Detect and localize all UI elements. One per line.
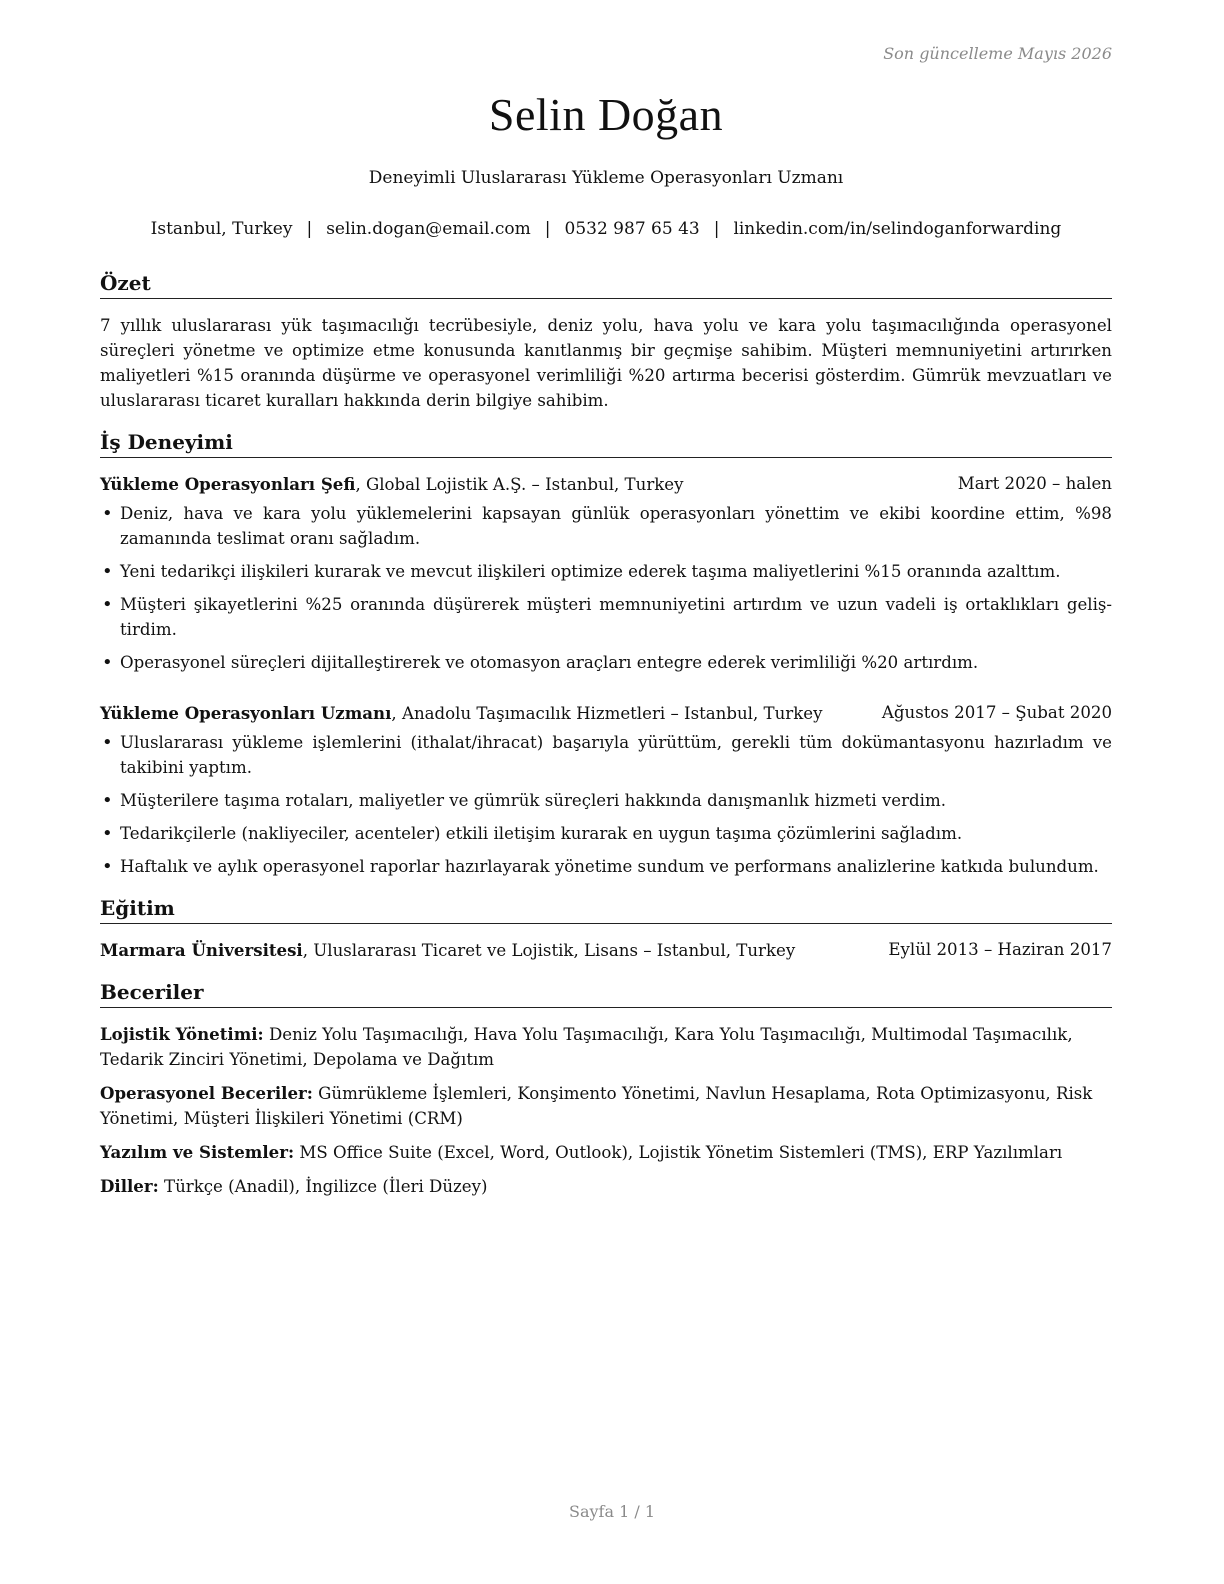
job-company: , Global Lojistik A.Ş. – Istanbul, Turkey	[355, 475, 684, 494]
job-entry	[100, 472, 1112, 675]
skill-label: Lojistik Yönetimi:	[100, 1024, 264, 1044]
skill-label: Diller:	[100, 1176, 159, 1196]
contact-separator: |	[306, 219, 313, 239]
contact-line	[100, 219, 1112, 239]
education-entry	[100, 938, 1112, 963]
skills-title: Beceriler	[100, 980, 1112, 1008]
education-section	[100, 896, 1112, 963]
contact-phone: 0532 987 65 43	[564, 219, 700, 239]
education-school: Marmara Üniversitesi	[100, 940, 303, 960]
education-line	[100, 938, 795, 963]
job-dates: Ağustos 2017 – Şubat 2020	[881, 703, 1112, 722]
skill-item	[100, 1174, 1112, 1199]
skill-value: Deniz Yolu Taşımacılığı, Hava Yolu Taşımacılığı, Kara Yolu Taşımacılığı, Multimodal Taşımacılık, Tedarik Zinciri Yönetimi, Depolama ve Dağıtım	[100, 1025, 1073, 1069]
job-header	[100, 701, 1112, 726]
experience-section	[100, 430, 1112, 887]
job-bullet: • Müşteri şikayetlerini %25 oranında düşürerek müşteri memnuniyetini artırdım ve uzun vadeli iş ortaklıkları geliştirdim.	[100, 592, 1112, 642]
skill-label: Operasyonel Beceriler:	[100, 1083, 313, 1103]
skills-section	[100, 980, 1112, 1208]
skill-item	[100, 1140, 1112, 1165]
job-bullet: • Yeni tedarikçi ilişkileri kurarak ve mevcut ilişkileri optimize ederek taşıma maliyetlerini %15 oranında azalttım.	[100, 559, 1112, 584]
job-title-line	[100, 701, 822, 726]
candidate-name: Selin Doğan	[488, 89, 724, 140]
contact-email[interactable]: selin.dogan@email.com	[326, 219, 531, 239]
skill-value: MS Office Suite (Excel, Word, Outlook), Lojistik Yönetim Sistemleri (TMS), ERP Yazılımları	[294, 1143, 1063, 1162]
skill-item	[100, 1081, 1112, 1131]
job-role: Yükleme Operasyonları Uzmanı	[100, 703, 392, 723]
job-bullets	[100, 730, 1112, 879]
summary-text: 7 yıllık uluslararası yük taşımacılığı tecrübesiyle, deniz yolu, hava yolu ve kara yolu taşımacılığında operasyonel süreçleri yönetme ve optimize etme konusunda kanıtlanmış bir geçmişe sahibim. Müşteri memnuniyetini artırırken maliyetleri %15 oranında düşürme ve operasyonel verimliliği %20 artırma becerisi gösterdim. Gümrük mevzuatları ve uluslararası ticaret kuralları hakkında derin bilgiye sahibim.	[100, 316, 1112, 410]
summary-title: Özet	[100, 271, 1112, 299]
job-bullets	[100, 501, 1112, 675]
page-number: Sayfa 1 / 1	[568, 1502, 655, 1521]
job-bullet: • Müşterilere taşıma rotaları, maliyetler ve gümrük süreçleri hakkında danışmanlık hizmeti verdim.	[100, 788, 1112, 813]
summary-section	[100, 271, 1112, 413]
experience-title: İş Deneyimi	[100, 430, 1112, 458]
resume-page	[100, 0, 1112, 1584]
contact-separator: |	[544, 219, 551, 239]
education-dates: Eylül 2013 – Haziran 2017	[888, 940, 1112, 959]
skill-item	[100, 1022, 1112, 1072]
contact-location: Istanbul, Turkey	[150, 219, 293, 239]
job-company: , Anadolu Taşımacılık Hizmetleri – Istanbul, Turkey	[391, 704, 823, 723]
last-updated: Son güncelleme Mayıs 2026	[883, 44, 1112, 63]
skill-value: Gümrükleme İşlemleri, Konşimento Yönetimi, Navlun Hesaplama, Rota Optimizasyonu, Risk Yönetimi, Müşteri İlişkileri Yönetimi (CRM)	[100, 1084, 1093, 1128]
job-title-line	[100, 472, 684, 497]
job-bullet: • Tedarikçilerle (nakliyeciler, acenteler) etkili iletişim kurarak en uygun taşıma çözümlerini sağladım.	[100, 821, 1112, 846]
job-role: Yükleme Operasyonları Şefi	[100, 474, 356, 494]
job-dates: Mart 2020 – halen	[957, 474, 1112, 493]
job-bullet: • Haftalık ve aylık operasyonel raporlar hazırlayarak yönetime sundum ve performans analizlerine katkıda bulundum.	[100, 854, 1112, 879]
candidate-headline: Deneyimli Uluslararası Yükleme Operasyonları Uzmanı	[368, 168, 844, 188]
contact-linkedin[interactable]: linkedin.com/in/selindoganforwarding	[733, 219, 1062, 239]
contact-separator: |	[713, 219, 720, 239]
job-header	[100, 472, 1112, 497]
skills-list	[100, 1022, 1112, 1199]
job-entry	[100, 701, 1112, 879]
job-bullet: • Deniz, hava ve kara yolu yüklemelerini kapsayan günlük operasyonları yönettim ve ekibi koordine ettim, %98 zamanında teslimat oranı sağladım.	[100, 501, 1112, 551]
education-title: Eğitim	[100, 896, 1112, 924]
education-details: , Uluslararası Ticaret ve Lojistik, Lisans – Istanbul, Turkey	[302, 941, 796, 960]
job-bullet: • Operasyonel süreçleri dijitalleştirerek ve otomasyon araçları entegre ederek verimliliği %20 artırdım.	[100, 650, 1112, 675]
skill-label: Yazılım ve Sistemler:	[100, 1142, 295, 1162]
job-bullet: • Uluslararası yükleme işlemlerini (ithalat/ihracat) başarıyla yürüttüm, gerekli tüm dokümantasyonu hazırladım ve takibini yaptım.	[100, 730, 1112, 780]
skill-value: Türkçe (Anadil), İngilizce (İleri Düzey)	[158, 1177, 488, 1196]
